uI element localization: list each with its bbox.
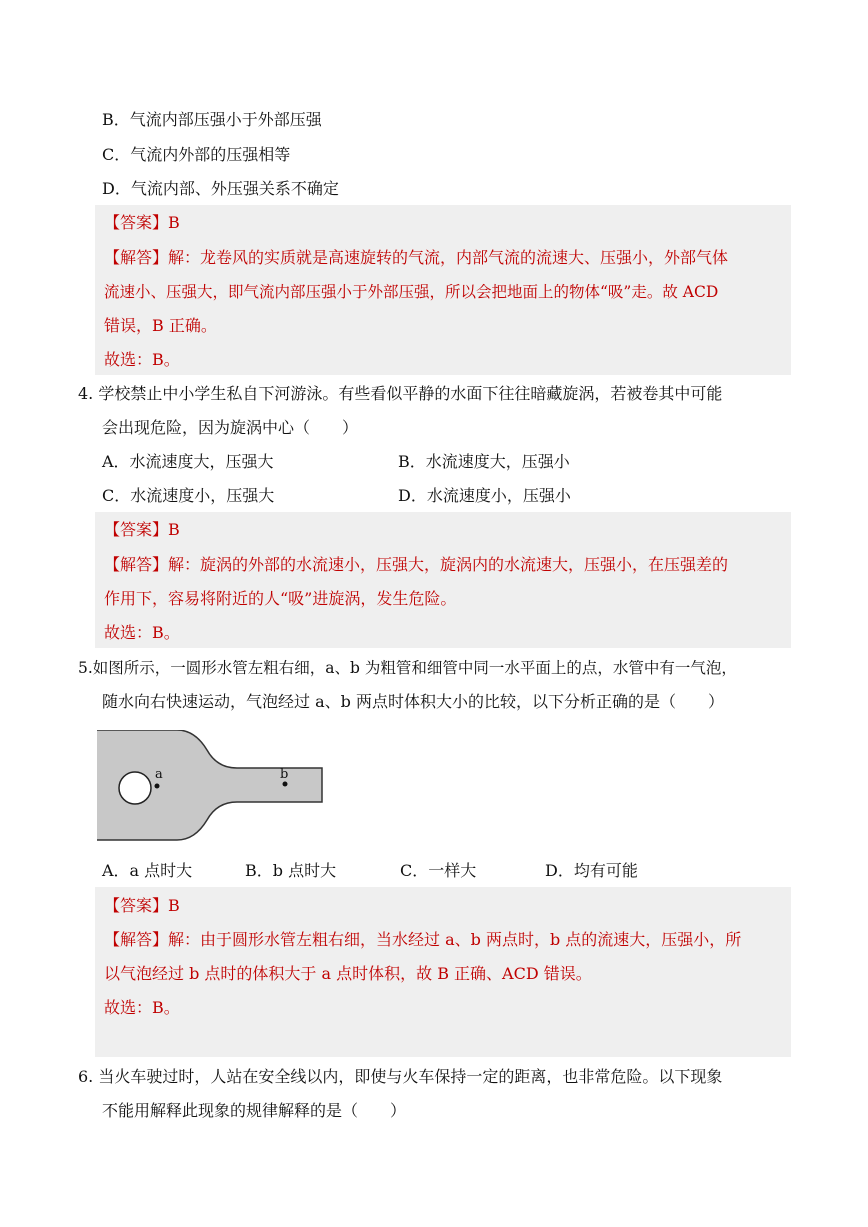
q5-solution-line-2: 以气泡经过 b 点时的体积大于 a 点时体积，故 B 正确、ACD 错误。 bbox=[104, 964, 592, 983]
q4-answer-box bbox=[95, 512, 791, 648]
q3-solution-line-2: 流速小、压强大，即气流内部压强小于外部压强，所以会把地面上的物体“吸”走。故 ACD bbox=[104, 283, 719, 301]
q5-solution-line-1 bbox=[104, 930, 741, 950]
q4-choice: 故选：B。 bbox=[104, 623, 180, 642]
q4-option-b: B．水流速度大，压强小 bbox=[398, 452, 570, 471]
q4-option-a: A．水流速度大，压强大 bbox=[102, 452, 274, 471]
q4-option-d: D．水流速度小，压强小 bbox=[398, 486, 571, 505]
solution-text: 解：旋涡的外部的水流速小，压强大，旋涡内的水流速大，压强小，在压强差的 bbox=[168, 555, 729, 574]
q3-answer bbox=[104, 213, 180, 233]
answer-label: 【答案】 bbox=[104, 520, 169, 539]
solution-label: 【解答】 bbox=[104, 248, 169, 267]
q5-choice: 故选：B。 bbox=[104, 998, 180, 1017]
pipe-figure bbox=[97, 730, 327, 842]
q4-solution-line-1 bbox=[104, 555, 728, 575]
solution-label: 【解答】 bbox=[104, 930, 169, 949]
answer-label: 【答案】 bbox=[104, 896, 169, 915]
q5-stem-line-2: 随水向右快速运动，气泡经过 a、b 两点时体积大小的比较，以下分析正确的是（ ） bbox=[102, 692, 724, 711]
q4-stem-line-1: 4. 学校禁止中小学生私自下河游泳。有些看似平静的水面下往往暗藏旋涡，若被卷其中可能 bbox=[78, 384, 723, 403]
point-a bbox=[155, 784, 160, 789]
q5-option-a: A．a 点时大 bbox=[102, 861, 193, 880]
q3-option-c: C．气流内外部的压强相等 bbox=[102, 145, 291, 164]
label-a: a bbox=[155, 767, 163, 782]
label-b: b bbox=[280, 767, 289, 782]
q3-option-b: B．气流内部压强小于外部压强 bbox=[102, 110, 322, 129]
q3-option-d: D．气流内部、外压强关系不确定 bbox=[102, 179, 339, 198]
answer-label: 【答案】 bbox=[104, 213, 169, 232]
q5-stem-line-1: 5.如图所示，一圆形水管左粗右细，a、b 为粗管和细管中同一水平面上的点，水管中有一气泡， bbox=[78, 659, 737, 677]
q6-stem-line-2: 不能用解释此现象的规律解释的是（ ） bbox=[102, 1101, 407, 1120]
answer-value: B bbox=[168, 520, 180, 539]
solution-label: 【解答】 bbox=[104, 555, 169, 574]
q3-choice: 故选：B。 bbox=[104, 350, 180, 369]
q4-solution-line-2: 作用下，容易将附近的人“吸”进旋涡，发生危险。 bbox=[104, 589, 457, 608]
q6-stem-line-1: 6. 当火车驶过时，人站在安全线以内，即使与火车保持一定的距离，也非常危险。以下现象 bbox=[78, 1067, 723, 1086]
bubble bbox=[119, 772, 151, 804]
q5-option-c: C．一样大 bbox=[400, 861, 477, 880]
q5-option-d: D．均有可能 bbox=[545, 861, 638, 880]
q3-solution-line-1 bbox=[104, 248, 728, 268]
q3-solution-line-3: 错误，B 正确。 bbox=[104, 316, 217, 335]
q4-answer bbox=[104, 520, 180, 540]
answer-value: B bbox=[168, 213, 180, 232]
answer-value: B bbox=[168, 896, 180, 915]
q5-option-b: B．b 点时大 bbox=[245, 861, 337, 880]
solution-text: 解：龙卷风的实质就是高速旋转的气流，内部气流的流速大、压强小，外部气体 bbox=[168, 248, 729, 267]
q5-answer bbox=[104, 896, 180, 916]
q4-option-c: C．水流速度小，压强大 bbox=[102, 486, 275, 505]
solution-text: 解：由于圆形水管左粗右细，当水经过 a、b 两点时，b 点的流速大，压强小，所 bbox=[168, 930, 742, 949]
q4-stem-line-2: 会出现危险，因为旋涡中心（ ） bbox=[102, 418, 359, 437]
point-b bbox=[283, 782, 288, 787]
